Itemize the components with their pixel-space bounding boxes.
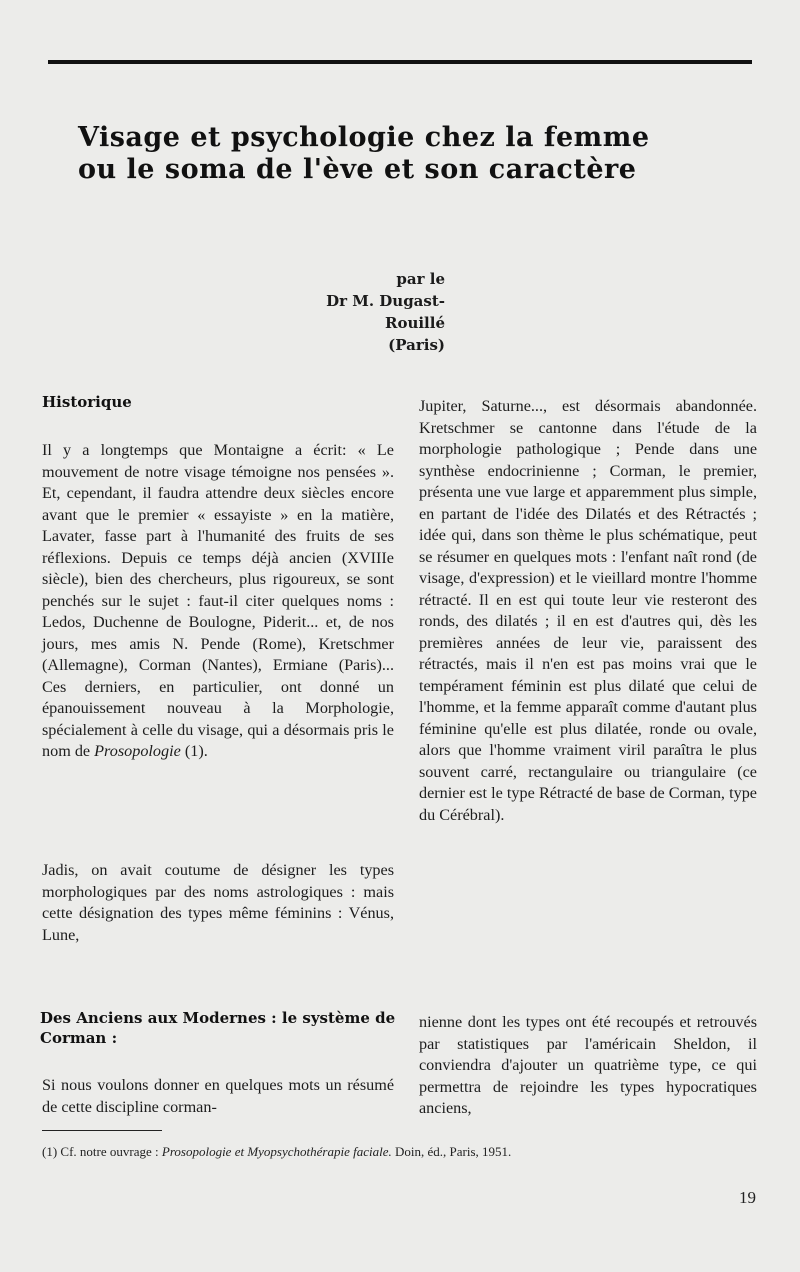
footnote-ref: (1).	[184, 742, 208, 760]
title-line-1: Visage et psychologie chez la femme	[78, 122, 650, 153]
footnote	[42, 1143, 762, 1161]
section-heading-corman: Des Anciens aux Modernes : le système de Corman :	[40, 1009, 396, 1047]
footnote-publisher: Doin, éd., Paris, 1951.	[394, 1144, 512, 1159]
footnote-rule	[42, 1130, 162, 1131]
article-title	[78, 122, 758, 186]
footnote-marker: (1)	[42, 1144, 58, 1159]
footnote-prefix: Cf. notre ouvrage :	[60, 1144, 159, 1159]
byline	[270, 268, 445, 356]
byline-city: (Paris)	[388, 336, 445, 354]
paragraph-historique-1	[42, 440, 394, 763]
paragraph-historique-2: Jadis, on avait coutume de désigner les types morphologiques par des noms astrologiques : mais cette désignation des types même féminins : Vénus, Lune,	[42, 861, 394, 944]
paragraph-text: Il y a longtemps que Montaigne a écrit: « Le mouvement de notre visage témoigne nos pensées ». Et, cependant, il faudra attendre deux siècles encore avant que le premier « essayiste » en la matière, Lavater, fasse part à l'humanité des fruits de ses réflexions. Depuis ce temps déjà ancien (XVIIIe siècle), bien des chercheurs, plus rigoureux, se sont penchés sur le sujet : faut-il citer quelques noms : Ledos, Duchenne de Boulogne, Piderit... et, de nos jours, mes amis N. Pende (Rome), Kretschmer (Allemagne), Corman (Nantes), Ermiane (Paris)... Ces derniers, en particulier, ont donné un épanouissement nouveau à la Morphologie, spécialement à celle du visage, qui a désormais pris le nom de	[42, 441, 394, 760]
paragraph-corman-2: nienne dont les types ont été recoupés et retrouvés par statistiques par l'américain Sheldon, il conviendra d'ajouter un quatrième type, ce qui permettra de rejoindre les types hypocratiques anciens,	[419, 1013, 757, 1117]
byline-par: par le	[396, 270, 445, 288]
top-rule	[48, 60, 752, 64]
paragraph-historique-3: Jupiter, Saturne..., est désormais abandonnée. Kretschmer se cantonne dans l'étude de la morphologie pathologique ; Pende dans une synthèse endocrinienne ; Corman, le premier, présenta une vue large et apparemment plus simple, en partant de l'idée des Dilatés et des Rétractés ; idée qui, dans son thème le plus schématique, peut se résumer en quelques mots : l'enfant naît rond (de visage, d'expression) et le vieillard montre l'homme rétracté. Il en est qui toute leur vie resteront des ronds, des dilatés ; il en est d'autres qui, dès les premières années de leur vie, paraissent des rétractés, mais il n'en est pas moins vrai que le tempérament féminin est plus dilaté que celui de l'homme, et la femme apparaît comme d'autant plus féminine qu'elle est plus dilatée, ronde ou ovale, alors que l'homme vraiment viril paraîtra le plus souvent carré, rectangulaire ou triangulaire (ce dernier est le type Rétracté de base de Corman, type du Cérébral).	[419, 397, 757, 824]
page-number: 19	[739, 1188, 756, 1207]
prosopologie-term: Prosopologie	[94, 742, 181, 760]
title-line-2: ou le soma de l'ève et son caractère	[78, 154, 637, 185]
paragraph-corman-1: Si nous voulons donner en quelques mots un résumé de cette discipline corman-	[42, 1076, 394, 1116]
byline-author: Dr M. Dugast-Rouillé	[326, 292, 445, 332]
footnote-work: Prosopologie et Myopsychothérapie faciale.	[161, 1144, 392, 1159]
section-heading-historique: Historique	[42, 393, 132, 411]
